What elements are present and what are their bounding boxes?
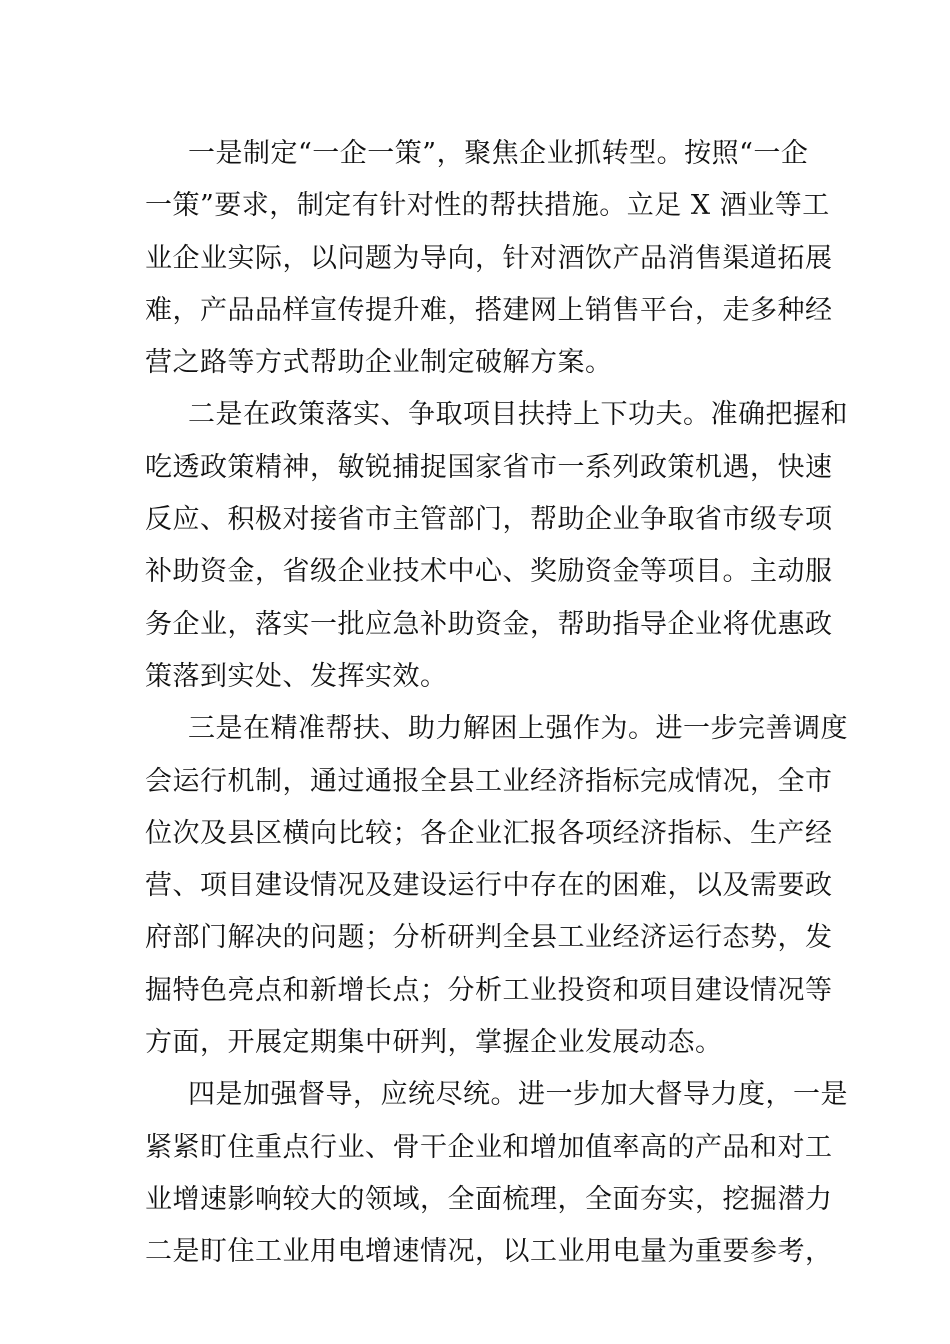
text-line: 二是在政策落实、争取项目扶持上下功夫。准确把握和 — [188, 399, 848, 431]
text-line: 补助资金，省级企业技术中心、奖励资金等项目。主动服 — [145, 556, 833, 588]
text-line: 二是盯住工业用电增速情况，以工业用电量为重要参考， — [145, 1236, 833, 1268]
text-line: 方面，开展定期集中研判，掌握企业发展动态。 — [145, 1027, 723, 1059]
text-line: 一策”要求，制定有针对性的帮扶措施。立足 X 酒业等工 — [145, 190, 830, 222]
text-line: 吃透政策精神，敏锐捕捉国家省市一系列政策机遇，快速 — [145, 451, 833, 483]
text-line: 掘特色亮点和新增长点；分析工业投资和项目建设情况等 — [145, 974, 833, 1006]
text-line: 营、项目建设情况及建设运行中存在的困难，以及需要政 — [145, 870, 833, 902]
document-page — [145, 128, 848, 1279]
paragraph-1 — [145, 128, 833, 389]
text-line: 业企业实际，以问题为导向，针对酒饮产品消售渠道拓展 — [145, 242, 833, 274]
text-line: 位次及县区横向比较；各企业汇报各项经济指标、生产经 — [145, 817, 833, 849]
paragraph-2 — [145, 389, 848, 703]
text-line: 紧紧盯住重点行业、骨干企业和增加值率高的产品和对工 — [145, 1131, 833, 1163]
text-line: 府部门解决的问题；分析研判全县工业经济运行态势，发 — [145, 922, 833, 954]
paragraph-4 — [145, 1069, 848, 1278]
text-line: 难，产品品样宣传提升难，搭建网上销售平台，走多种经 — [145, 294, 833, 326]
text-line: 营之路等方式帮助企业制定破解方案。 — [145, 347, 613, 379]
text-line: 三是在精准帮扶、助力解困上强作为。进一步完善调度 — [188, 713, 848, 745]
paragraph-3 — [145, 703, 848, 1069]
text-line: 策落到实处、发挥实效。 — [145, 660, 448, 692]
text-line: 四是加强督导，应统尽统。进一步加大督导力度，一是 — [188, 1079, 848, 1111]
text-line: 业增速影响较大的领域，全面梳理，全面夯实，挖掘潜力 — [145, 1183, 833, 1215]
text-line: 一是制定“一企一策”，聚焦企业抓转型。按照“一企 — [188, 138, 809, 169]
text-line: 务企业，落实一批应急补助资金，帮助指导企业将优惠政 — [145, 608, 833, 640]
text-line: 反应、积极对接省市主管部门，帮助企业争取省市级专项 — [145, 504, 833, 536]
text-line: 会运行机制，通过通报全县工业经济指标完成情况，全市 — [145, 765, 833, 797]
